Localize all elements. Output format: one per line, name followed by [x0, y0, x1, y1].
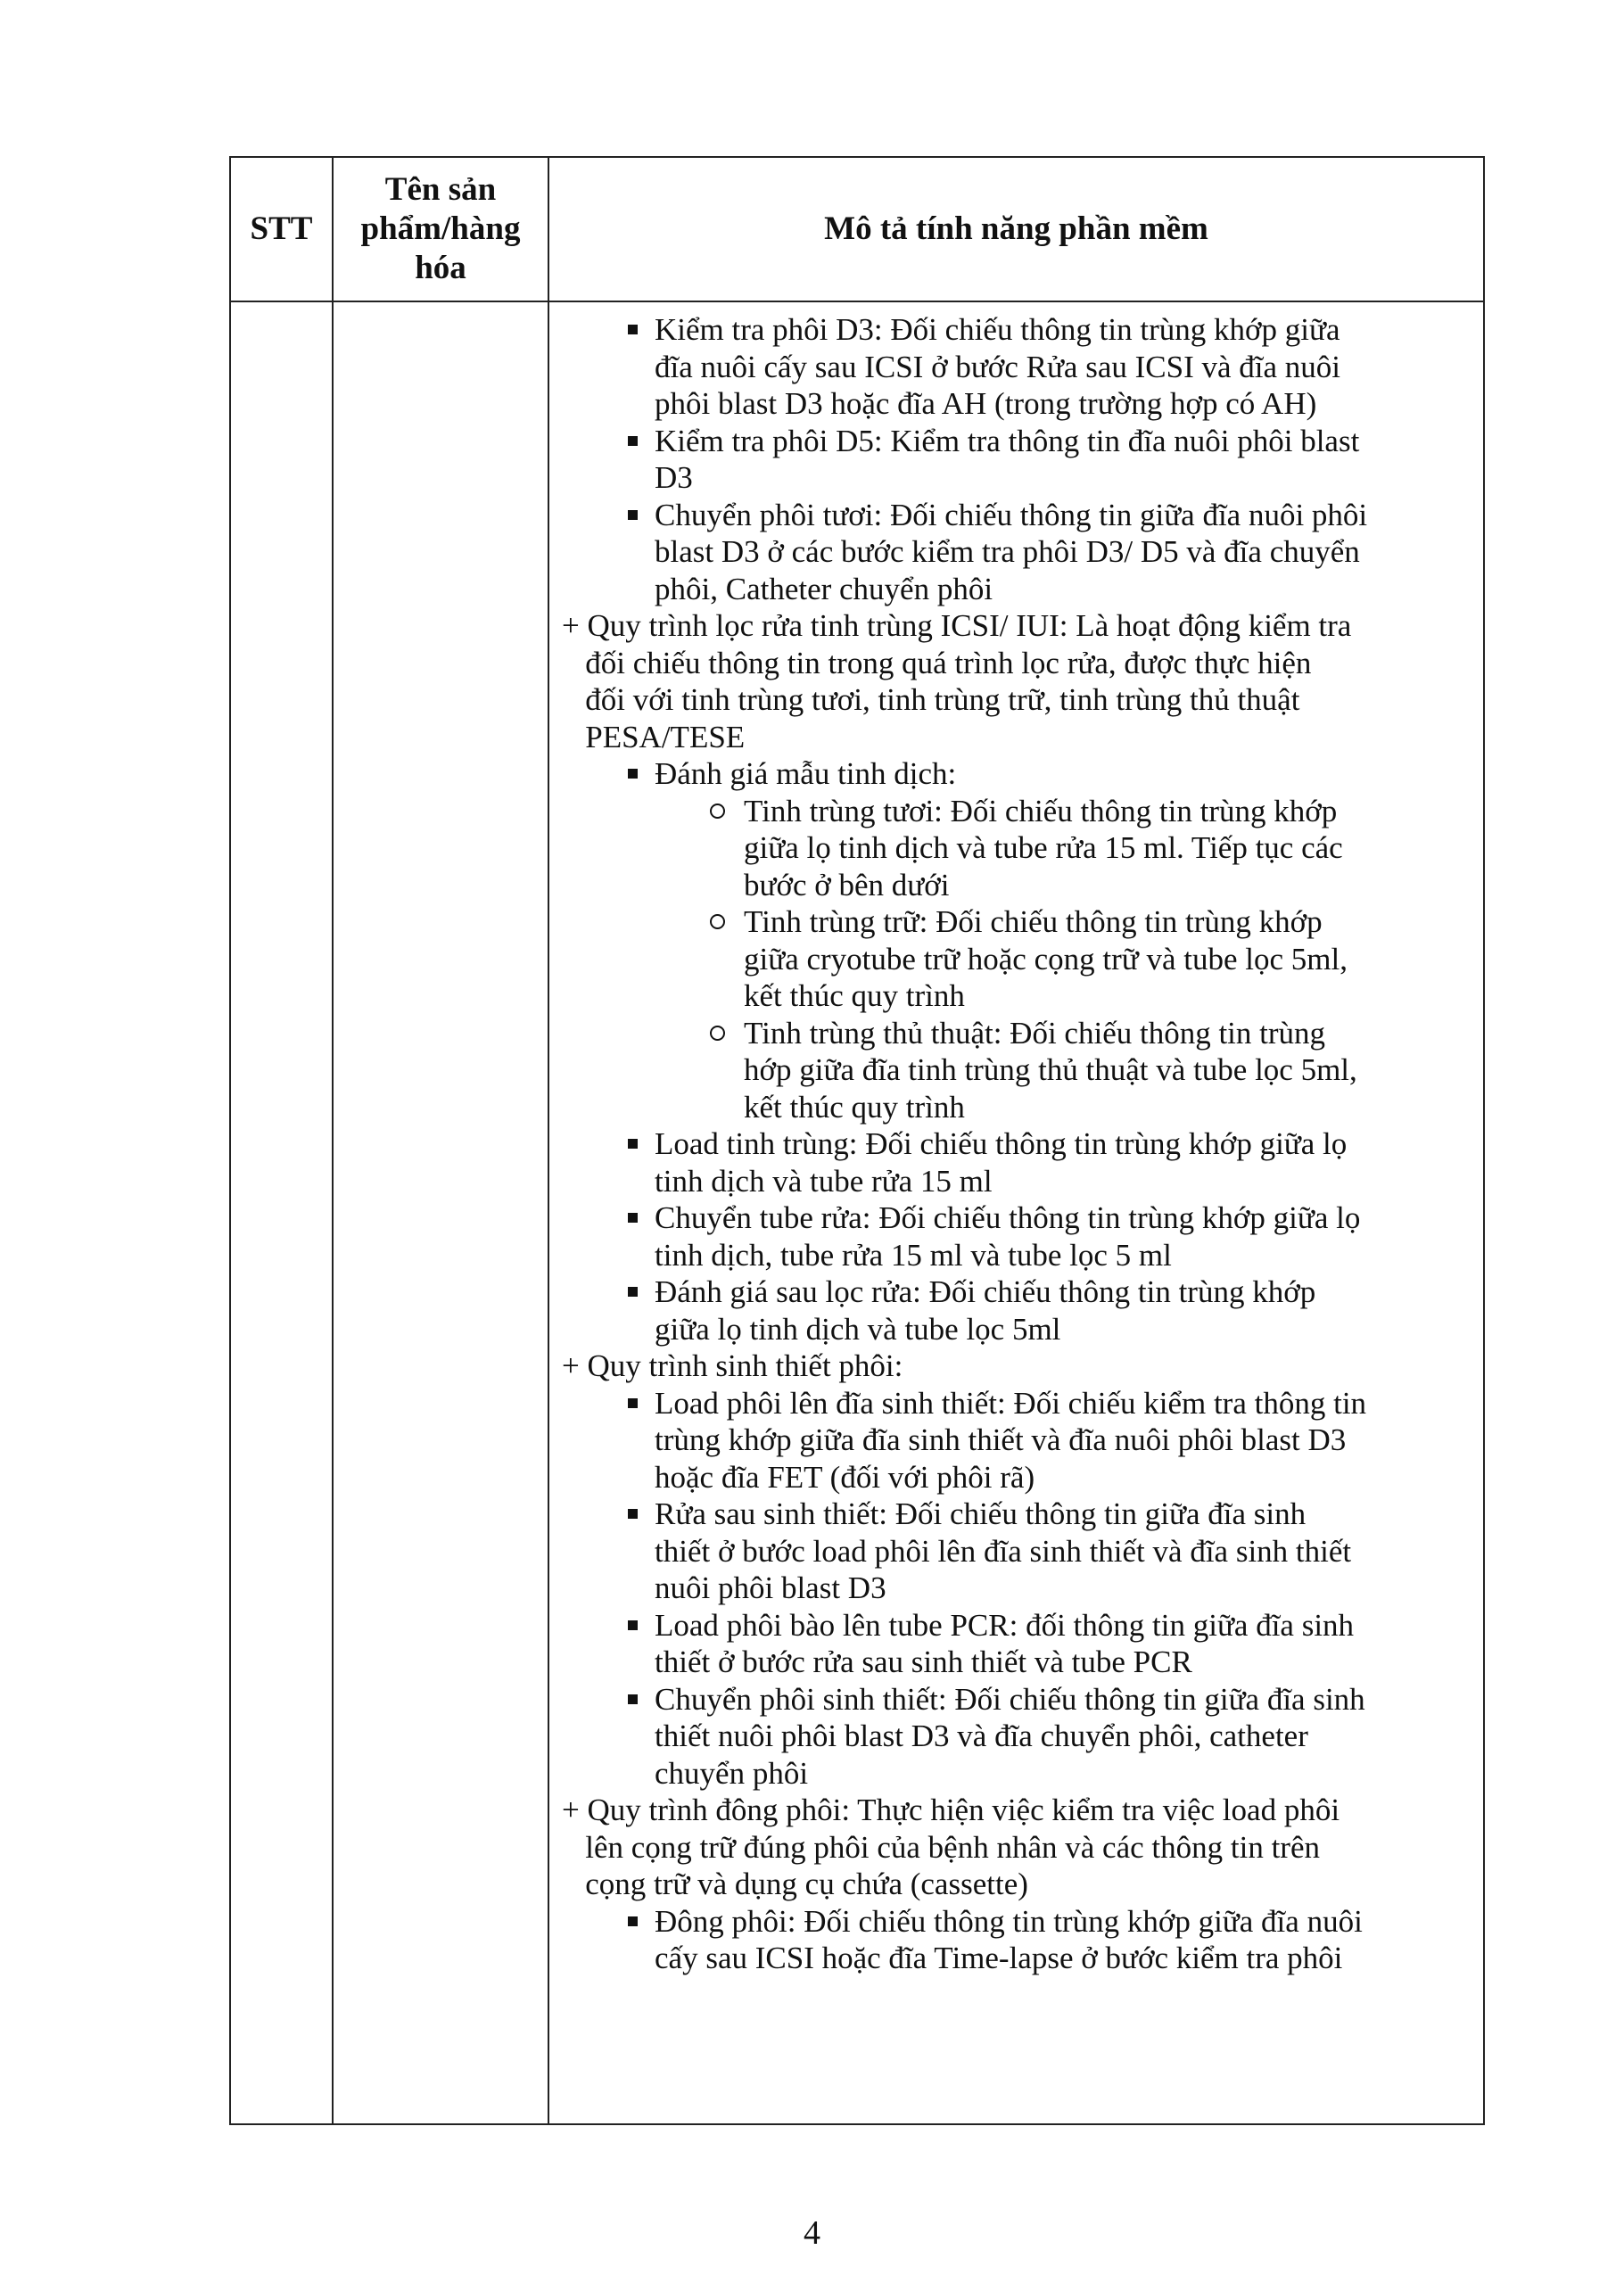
line-text: đối chiếu thông tin trong quá trình lọc rửa, được thực hiện — [562, 645, 1312, 680]
description-cell — [548, 301, 1484, 2124]
text-line — [562, 1866, 1471, 1903]
square-bullet-icon — [628, 436, 638, 446]
line-text: + Quy trình đông phôi: Thực hiện việc kiểm tra việc load phôi — [562, 1793, 1340, 1827]
page-number: 4 — [804, 2214, 820, 2252]
text-line — [562, 1348, 1471, 1385]
line-text: kết thúc quy trình — [744, 978, 965, 1013]
header-product-name: Tên sản phẩm/hàng hóa — [333, 157, 548, 301]
header-stt: STT — [230, 157, 333, 301]
line-text: thiết ở bước rửa sau sinh thiết và tube PCR — [655, 1644, 1192, 1679]
line-text: blast D3 ở các bước kiểm tra phôi D3/ D5 và đĩa chuyển — [655, 534, 1360, 569]
line-text: + Quy trình sinh thiết phôi: — [562, 1348, 903, 1383]
line-text: PESA/TESE — [562, 719, 746, 754]
line-text: hớp giữa đĩa tinh trùng thủ thuật và tube lọc 5ml, — [744, 1052, 1357, 1087]
text-line — [562, 1755, 1471, 1793]
bullet-item-line — [562, 755, 1471, 793]
line-text: Tinh trùng thủ thuật: Đối chiếu thông tin trùng — [744, 1015, 1326, 1051]
text-line — [562, 1644, 1471, 1681]
circle-bullet-icon — [710, 804, 725, 819]
line-text: Đông phôi: Đối chiếu thông tin trùng khớp giữa đĩa nuôi — [655, 1903, 1363, 1939]
line-text: Kiểm tra phôi D3: Đối chiếu thông tin trùng khớp giữa — [655, 312, 1340, 347]
square-bullet-icon — [628, 510, 638, 520]
text-line — [562, 829, 1471, 867]
circle-bullet-icon — [710, 1026, 725, 1041]
square-bullet-icon — [628, 1620, 638, 1630]
text-line — [562, 719, 1471, 756]
square-bullet-icon — [628, 1694, 638, 1704]
description-lines — [562, 311, 1471, 1977]
text-line — [562, 1051, 1471, 1089]
line-text: phôi blast D3 hoặc đĩa AH (trong trường hợp có AH) — [655, 386, 1317, 421]
text-line — [562, 867, 1471, 904]
bullet-item-line — [562, 311, 1471, 349]
line-text: Tinh trùng tươi: Đối chiếu thông tin trùng khớp — [744, 793, 1338, 828]
bullet-item-line — [562, 903, 1471, 941]
square-bullet-icon — [628, 325, 638, 334]
text-line — [562, 1940, 1471, 1977]
line-text: bước ở bên dưới — [744, 867, 950, 902]
bullet-item-line — [562, 1903, 1471, 1941]
line-text: hoặc đĩa FET (đối với phôi rã) — [655, 1459, 1035, 1495]
line-text: kết thúc quy trình — [744, 1089, 965, 1125]
line-text: Kiểm tra phôi D5: Kiểm tra thông tin đĩa nuôi phôi blast — [655, 423, 1360, 458]
bullet-item-line — [562, 1496, 1471, 1533]
text-line — [562, 533, 1471, 571]
line-text: Load phôi bào lên tube PCR: đối thông tin giữa đĩa sinh — [655, 1607, 1355, 1643]
text-line — [562, 645, 1471, 682]
circle-bullet-icon — [710, 914, 725, 929]
line-text: giữa lọ tinh dịch và tube rửa 15 ml. Tiếp tục các — [744, 830, 1343, 865]
bullet-item-line — [562, 1015, 1471, 1052]
line-text: Đánh giá mẫu tinh dịch: — [655, 756, 957, 791]
line-text: trùng khớp giữa đĩa sinh thiết và đĩa nuôi phôi blast D3 — [655, 1422, 1347, 1457]
text-line — [562, 607, 1471, 645]
text-line — [562, 681, 1471, 719]
bullet-item-line — [562, 1199, 1471, 1237]
line-text: tinh dịch và tube rửa 15 ml — [655, 1163, 993, 1199]
square-bullet-icon — [628, 1509, 638, 1519]
line-text: Chuyển phôi sinh thiết: Đối chiếu thông tin giữa đĩa sinh — [655, 1681, 1365, 1717]
line-text: cọng trữ và dụng cụ chứa (cassette) — [562, 1867, 1028, 1901]
line-text: Load phôi lên đĩa sinh thiết: Đối chiếu kiểm tra thông tin — [655, 1385, 1367, 1421]
header-description: Mô tả tính năng phần mềm — [548, 157, 1484, 301]
text-line — [562, 1792, 1471, 1829]
line-text: Tinh trùng trữ: Đối chiếu thông tin trùng khớp — [744, 904, 1323, 939]
text-line — [562, 1089, 1471, 1126]
line-text: nuôi phôi blast D3 — [655, 1570, 886, 1605]
text-line — [562, 1718, 1471, 1755]
square-bullet-icon — [628, 1139, 638, 1149]
text-line — [562, 459, 1471, 497]
text-line — [562, 385, 1471, 423]
text-line — [562, 1422, 1471, 1459]
line-text: giữa cryotube trữ hoặc cọng trữ và tube lọc 5ml, — [744, 941, 1348, 977]
text-line — [562, 1459, 1471, 1496]
text-line — [562, 1311, 1471, 1348]
line-text: Load tinh trùng: Đối chiếu thông tin trùng khớp giữa lọ — [655, 1126, 1348, 1161]
bullet-item-line — [562, 497, 1471, 534]
stt-cell — [230, 301, 333, 2124]
bullet-item-line — [562, 1273, 1471, 1311]
text-line — [562, 1570, 1471, 1607]
line-text: D3 — [655, 460, 693, 495]
bullet-item-line — [562, 1681, 1471, 1718]
line-text: giữa lọ tinh dịch và tube lọc 5ml — [655, 1311, 1061, 1347]
bullet-item-line — [562, 1607, 1471, 1644]
square-bullet-icon — [628, 1916, 638, 1926]
square-bullet-icon — [628, 769, 638, 779]
line-text: đối với tinh trùng tươi, tinh trùng trữ, tinh trùng thủ thuật — [562, 682, 1300, 717]
line-text: Đánh giá sau lọc rửa: Đối chiếu thông tin trùng khớp — [655, 1274, 1316, 1309]
text-line — [562, 571, 1471, 608]
line-text: tinh dịch, tube rửa 15 ml và tube lọc 5 ml — [655, 1237, 1172, 1273]
table-row — [230, 301, 1484, 2124]
bullet-item-line — [562, 1385, 1471, 1422]
text-line — [562, 941, 1471, 978]
product-name-cell — [333, 301, 548, 2124]
line-text: thiết ở bước load phôi lên đĩa sinh thiết và đĩa sinh thiết — [655, 1533, 1352, 1569]
line-text: chuyển phôi — [655, 1755, 809, 1791]
header-row — [230, 157, 1484, 301]
line-text: + Quy trình lọc rửa tinh trùng ICSI/ IUI: Là hoạt động kiểm tra — [562, 608, 1352, 643]
bullet-item-line — [562, 423, 1471, 460]
spec-table — [229, 156, 1485, 2125]
line-text: Rửa sau sinh thiết: Đối chiếu thông tin giữa đĩa sinh — [655, 1496, 1307, 1531]
text-line — [562, 1829, 1471, 1867]
line-text: đĩa nuôi cấy sau ICSI ở bước Rửa sau ICSI và đĩa nuôi — [655, 349, 1340, 384]
bullet-item-line — [562, 793, 1471, 830]
text-line — [562, 349, 1471, 386]
line-text: Chuyển phôi tươi: Đối chiếu thông tin giữa đĩa nuôi phôi — [655, 497, 1368, 532]
bullet-item-line — [562, 1125, 1471, 1163]
text-line — [562, 1237, 1471, 1274]
line-text: phôi, Catheter chuyển phôi — [655, 571, 993, 606]
line-text: cấy sau ICSI hoặc đĩa Time-lapse ở bước kiểm tra phôi — [655, 1941, 1343, 1975]
square-bullet-icon — [628, 1213, 638, 1223]
line-text: thiết nuôi phôi blast D3 và đĩa chuyển phôi, catheter — [655, 1718, 1308, 1753]
text-line — [562, 1533, 1471, 1570]
square-bullet-icon — [628, 1398, 638, 1408]
text-line — [562, 1163, 1471, 1200]
text-line — [562, 977, 1471, 1015]
line-text: lên cọng trữ đúng phôi của bệnh nhân và các thông tin trên — [562, 1829, 1320, 1865]
square-bullet-icon — [628, 1287, 638, 1297]
line-text: Chuyển tube rửa: Đối chiếu thông tin trùng khớp giữa lọ — [655, 1200, 1361, 1235]
